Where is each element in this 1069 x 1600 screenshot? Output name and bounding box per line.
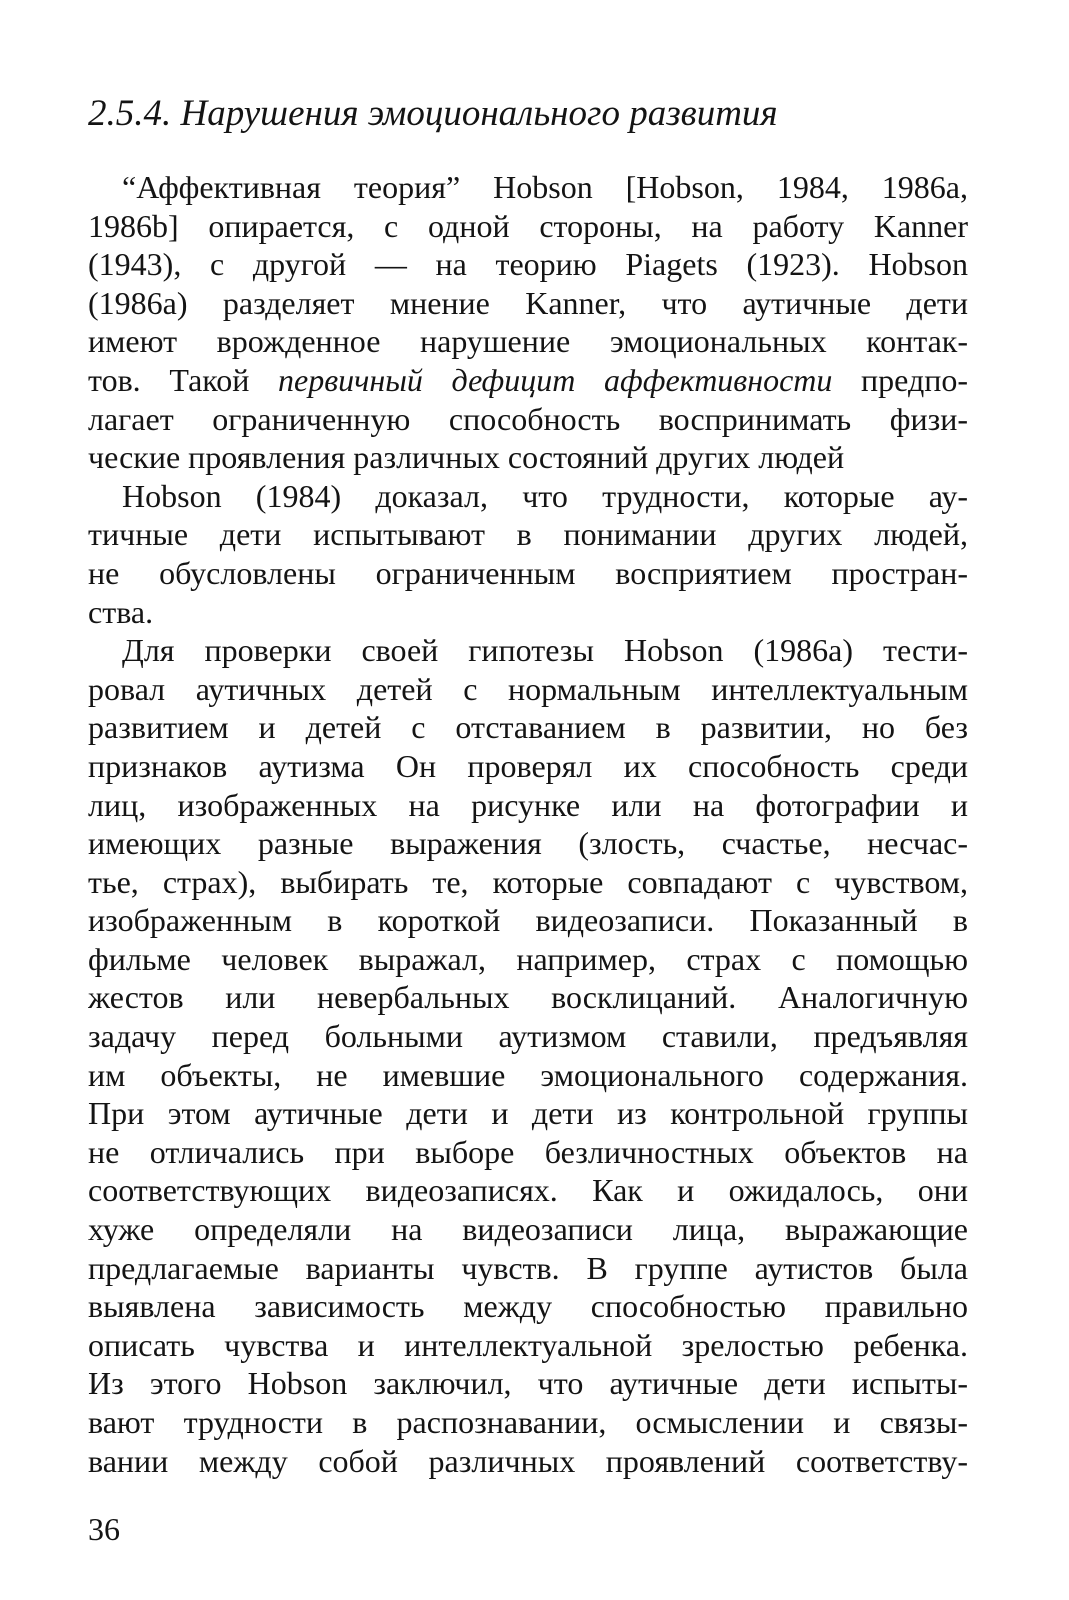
text-line — [88, 1056, 968, 1095]
text-segment: ровал аутичных детей с нормальным интеллектуальным — [88, 670, 968, 707]
paragraph — [88, 477, 968, 631]
text-segment: вают трудности в распознавании, осмыслении и связы- — [88, 1404, 968, 1440]
text-line — [88, 554, 968, 593]
text-line — [88, 1133, 968, 1172]
text-segment: выявлена зависимость между способностью правильно — [88, 1288, 968, 1325]
text-segment: развитием и детей с отставанием в развитии, но без — [88, 709, 968, 746]
text-line — [88, 670, 968, 709]
text-segment: имеющих разные выражения (злость, счастье, несчас- — [88, 825, 968, 862]
text-segment: При этом аутичные дети и дети из контрольной группы — [88, 1095, 968, 1132]
text-segment: “Аффективная теория” Hobson [Hobson, 1984, 1986а, — [122, 169, 968, 205]
paragraph — [88, 631, 968, 1480]
text-segment: не обусловлены ограниченным восприятием простран- — [88, 554, 968, 591]
text-segment: хуже определяли на видеозаписи лица, выражающие — [88, 1211, 968, 1248]
text-segment: тов. Такой — [88, 361, 278, 398]
text-line — [88, 322, 968, 361]
text-segment: им объекты, не имевшие эмоционального содержания. — [88, 1056, 968, 1093]
text-segment: не отличались при выборе безличностных объектов на — [88, 1133, 968, 1170]
text-line — [88, 361, 968, 400]
text-segment: ства. — [88, 593, 154, 630]
emphasis-text: первичный дефицит аффективности — [277, 361, 833, 398]
text-line — [88, 477, 968, 516]
text-line — [88, 940, 968, 979]
text-segment: ческие проявления различных состояний других людей — [88, 439, 845, 476]
paragraph — [88, 168, 968, 477]
text-segment: тичные дети испытывают в понимании других людей, — [88, 516, 968, 553]
text-segment: Для проверки своей гипотезы Hobson (1986a) тести- — [122, 632, 968, 669]
text-line — [88, 747, 968, 786]
text-segment: изображенным в короткой видеозаписи. Показанный в — [88, 902, 968, 939]
text-line — [88, 284, 968, 323]
text-line — [88, 1403, 968, 1442]
text-line — [88, 515, 968, 554]
text-segment: соответствующих видеозаписях. Как и ожидалось, они — [88, 1172, 968, 1209]
body-text — [88, 168, 968, 1480]
text-line — [88, 978, 968, 1017]
text-line — [88, 400, 968, 439]
text-segment: тье, страх), выбирать те, которые совпадают с чувством, — [88, 863, 968, 900]
text-line — [88, 1287, 968, 1326]
text-line — [88, 1364, 968, 1403]
text-segment: Hobson (1984) доказал, что трудности, которые ау- — [122, 477, 968, 514]
text-segment: (1943), с другой — на теорию Piagets (1923). Hobson — [88, 246, 968, 283]
text-line — [88, 1249, 968, 1288]
text-segment: описать чувства и интеллектуальной зрелостью ребенка. — [88, 1326, 968, 1363]
text-line — [88, 708, 968, 747]
text-segment: предпо- — [832, 361, 968, 398]
text-line — [88, 1017, 968, 1056]
text-line — [88, 593, 968, 632]
text-line — [88, 1326, 968, 1365]
text-segment: (1986a) разделяет мнение Kanner, что аутичные дети — [88, 284, 968, 321]
text-line — [88, 786, 968, 825]
text-line — [88, 1094, 968, 1133]
text-line — [88, 863, 968, 902]
text-line — [88, 1171, 968, 1210]
text-line — [88, 1442, 968, 1481]
text-segment: фильме человек выражал, например, страх с помощью — [88, 940, 968, 977]
page-number: 36 — [88, 1511, 120, 1547]
text-line — [88, 207, 968, 246]
text-segment: вании между собой различных проявлений соответству- — [88, 1442, 968, 1479]
text-segment: предлагаемые варианты чувств. В группе аутистов была — [88, 1249, 968, 1286]
section-title: 2.5.4. Нарушения эмоционального развития — [88, 93, 778, 134]
text-line — [88, 631, 968, 670]
text-line — [88, 245, 968, 284]
text-line — [88, 168, 968, 207]
text-segment: признаков аутизма Он проверял их способность среди — [88, 747, 968, 784]
text-line — [88, 901, 968, 940]
text-segment: 1986b] опирается, с одной стороны, на работу Kanner — [88, 207, 968, 244]
text-segment: задачу перед больными аутизмом ставили, предъявляя — [88, 1018, 968, 1055]
text-segment: имеют врожденное нарушение эмоциональных контак- — [88, 323, 968, 360]
text-line — [88, 438, 968, 477]
text-line — [88, 824, 968, 863]
text-segment: лиц, изображенных на рисунке или на фотографии и — [88, 786, 968, 823]
text-line — [88, 1210, 968, 1249]
text-segment: Из этого Hobson заключил, что аутичные дети испыты- — [88, 1365, 968, 1402]
text-segment: жестов или невербальных восклицаний. Аналогичную — [88, 979, 968, 1016]
text-segment: лагает ограниченную способность воспринимать физи- — [88, 400, 968, 437]
